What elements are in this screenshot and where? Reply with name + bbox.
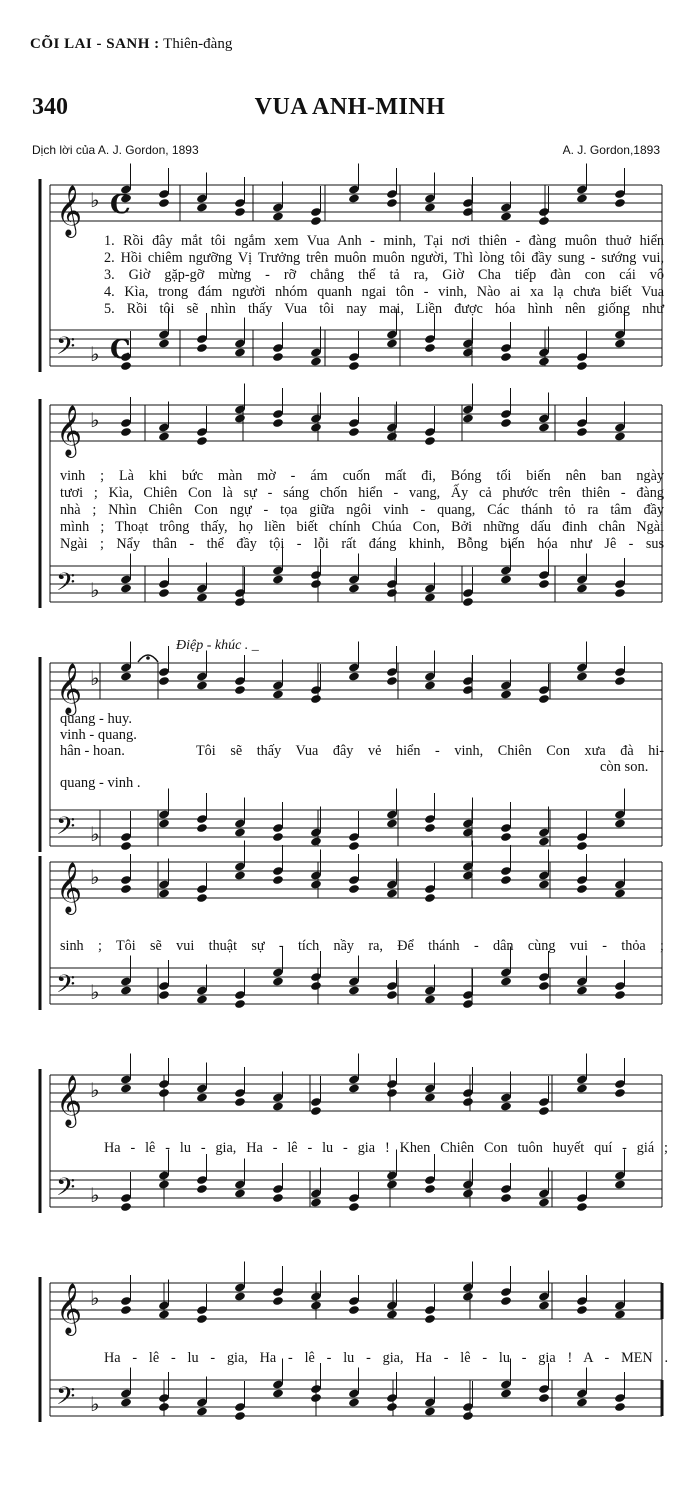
note-head	[538, 1106, 550, 1116]
note-head	[614, 1402, 626, 1412]
note-head	[538, 1300, 550, 1310]
note-head	[234, 685, 246, 695]
note-head	[234, 347, 246, 357]
note-head	[386, 676, 398, 686]
note-head	[500, 976, 512, 986]
ending-v5: quang - vinh .	[60, 775, 141, 791]
note-head	[424, 436, 436, 446]
note-head	[538, 879, 550, 889]
note-head	[614, 1088, 626, 1098]
treble-clef-icon: 𝄞	[56, 1283, 83, 1334]
note-head	[462, 1097, 474, 1107]
note-head	[158, 888, 170, 898]
note-head	[462, 597, 474, 607]
bass-clef-icon: 𝄢	[56, 1382, 76, 1417]
note-head	[234, 999, 246, 1009]
lyric-s1-v4: 4. Kìa, trong đám người nhóm quanh ngai tôn - vinh, Nào ai xa lạ chưa biết Vua	[104, 284, 664, 300]
note-head	[576, 583, 588, 593]
note-head	[424, 1314, 436, 1324]
note-head	[462, 1291, 474, 1301]
flat-icon: ♭	[90, 578, 100, 602]
note-head	[348, 671, 360, 681]
note-head	[158, 338, 170, 348]
note-head	[348, 1083, 360, 1093]
note-head	[576, 1083, 588, 1093]
note-head	[538, 1197, 550, 1207]
bass-clef-icon: 𝄢	[56, 970, 76, 1005]
note-head	[310, 981, 322, 991]
note-head	[462, 413, 474, 423]
note-head	[614, 1179, 626, 1189]
lyric-s1-v2: 2. Hồi chiêm ngưỡng Vị Trưởng trên muôn muôn người, Thì lòng tôi đầy sung - sướng vui,	[104, 250, 664, 266]
lyric-s2-v5: Ngài ; Nẩy thân - thể đầy tội - lỗi rất đáng khinh, Bỗng biến hóa như Jê - sus	[60, 536, 664, 552]
note-head	[234, 1097, 246, 1107]
note-head	[272, 1388, 284, 1398]
ending-v3: hân - hoan.	[60, 743, 125, 759]
lyric-s2-v3: nhà ; Nhìn Chiên Con ngự - tọa giữa ngôi vinh - quang, Các thánh tỏ ra tâm đầy	[60, 502, 664, 518]
note-head	[538, 1393, 550, 1403]
note-head	[348, 884, 360, 894]
note-head	[576, 884, 588, 894]
note-head	[538, 356, 550, 366]
note-head	[500, 1101, 512, 1111]
note-head	[310, 422, 322, 432]
note-head	[196, 1314, 208, 1324]
flat-icon: ♭	[90, 408, 100, 432]
note-head	[386, 431, 398, 441]
note-head	[500, 875, 512, 885]
treble-clef-icon: 𝄞	[56, 185, 83, 236]
common-time-icon: C	[110, 335, 131, 365]
note-head	[576, 1202, 588, 1212]
refrain-line-3: Ha - lê - lu - gia, Ha - lê - lu - gia ! Khen Chiên Con tuôn huyết quí - giá ;	[104, 1140, 668, 1156]
bass-clef-icon: 𝄢	[56, 568, 76, 603]
flat-icon: ♭	[90, 1078, 100, 1102]
lyric-s1-v1: 1. Rồi đây mắt tôi ngắm xem Vua Anh - minh, Tại nơi thiên - đàng muôn thuở hiển	[104, 233, 664, 249]
note-head	[158, 1402, 170, 1412]
flat-icon: ♭	[90, 1183, 100, 1207]
note-head	[120, 841, 132, 851]
flat-icon: ♭	[90, 865, 100, 889]
note-head	[120, 583, 132, 593]
note-head	[310, 879, 322, 889]
note-head	[158, 431, 170, 441]
note-head	[614, 431, 626, 441]
ending-v2: vinh - quang.	[60, 727, 137, 743]
note-head	[234, 413, 246, 423]
note-head	[310, 1106, 322, 1116]
note-head	[196, 893, 208, 903]
note-head	[234, 597, 246, 607]
lyric-s2-v4: mình ; Thoạt trông thấy, họ liền biết chính Chúa Con, Bởi những dấu đinh chân Ngài	[60, 519, 664, 535]
note-head	[424, 592, 436, 602]
note-head	[614, 888, 626, 898]
note-head	[348, 193, 360, 203]
note-head	[272, 574, 284, 584]
note-head	[614, 1309, 626, 1319]
flat-icon: ♭	[90, 342, 100, 366]
note-head	[500, 352, 512, 362]
note-head	[576, 193, 588, 203]
note-head	[158, 818, 170, 828]
note-head	[538, 981, 550, 991]
note-head	[348, 427, 360, 437]
note-head	[614, 198, 626, 208]
note-head	[310, 356, 322, 366]
note-head	[234, 827, 246, 837]
lyric-s2-v2: tươi ; Kìa, Chiên Con là sự - sáng chốn hiển - vang, Ấy cả phước trên thiên - đàng	[60, 485, 664, 501]
note-head	[234, 207, 246, 217]
note-head	[348, 1305, 360, 1315]
note-head	[500, 211, 512, 221]
bass-clef-icon: 𝄢	[56, 1173, 76, 1208]
note-head	[500, 689, 512, 699]
note-head	[500, 418, 512, 428]
note-head	[462, 1411, 474, 1421]
note-head	[196, 592, 208, 602]
note-head	[614, 990, 626, 1000]
note-head	[120, 1305, 132, 1315]
note-head	[576, 1397, 588, 1407]
note-head	[500, 1296, 512, 1306]
note-head	[310, 836, 322, 846]
treble-clef-icon: 𝄞	[56, 862, 83, 913]
note-head	[614, 818, 626, 828]
note-head	[158, 1088, 170, 1098]
note-head	[120, 1397, 132, 1407]
ending-v4: còn son.	[600, 759, 649, 775]
note-head	[348, 985, 360, 995]
note-head	[120, 1083, 132, 1093]
note-head	[576, 985, 588, 995]
note-head	[386, 1088, 398, 1098]
treble-clef-icon: 𝄞	[56, 663, 83, 714]
note-head	[196, 436, 208, 446]
hymn-number: 340	[32, 94, 68, 120]
note-head	[310, 694, 322, 704]
lyric-s1-v3: 3. Giờ gặp-gỡ mừng - rỡ chẳng thể tả ra, Giờ Cha tiếp đàn con cái vô	[104, 267, 664, 283]
treble-clef-icon: 𝄞	[56, 405, 83, 456]
note-head	[310, 579, 322, 589]
note-head	[386, 338, 398, 348]
book-title: CÕI LAI - SANH :	[30, 36, 160, 52]
note-head	[234, 1411, 246, 1421]
lyric-s1-v5: 5. Rồi tôi sẽ nhìn thấy Vua tôi nay mai, Liền được hóa hình nên giống như	[104, 301, 664, 317]
note-head	[196, 823, 208, 833]
note-head	[272, 976, 284, 986]
note-head	[234, 1188, 246, 1198]
flat-icon: ♭	[90, 980, 100, 1004]
flat-icon: ♭	[90, 822, 100, 846]
note-head	[158, 1179, 170, 1189]
note-head	[310, 1300, 322, 1310]
refrain-line-1: Tôi sẽ thấy Vua đây vẻ hiển - vinh, Chiên Con xưa đà hi-	[196, 743, 664, 759]
note-head	[386, 1309, 398, 1319]
note-head	[234, 1291, 246, 1301]
note-head	[158, 990, 170, 1000]
note-head	[272, 832, 284, 842]
note-head	[234, 870, 246, 880]
note-head	[576, 1305, 588, 1315]
fermata-dot	[146, 656, 150, 660]
note-head	[386, 1179, 398, 1189]
note-head	[272, 1101, 284, 1111]
note-head	[576, 361, 588, 371]
ending-v1: quang - huy.	[60, 711, 132, 727]
note-head	[538, 836, 550, 846]
note-head	[538, 216, 550, 226]
note-head	[272, 1193, 284, 1203]
note-head	[348, 361, 360, 371]
note-head	[386, 990, 398, 1000]
note-head	[576, 427, 588, 437]
note-head	[348, 1397, 360, 1407]
hymn-title: VUA ANH-MINH	[254, 94, 446, 120]
flat-icon: ♭	[90, 1392, 100, 1416]
note-head	[196, 1406, 208, 1416]
refrain-line-4: Ha - lê - lu - gia, Ha - lê - lu - gia, Ha - lê - lu - gia ! A - MEN .	[104, 1350, 668, 1366]
note-head	[272, 689, 284, 699]
note-head	[272, 352, 284, 362]
note-head	[272, 875, 284, 885]
note-head	[348, 1202, 360, 1212]
bass-clef-icon: 𝄢	[56, 812, 76, 847]
note-head	[196, 994, 208, 1004]
note-head	[386, 588, 398, 598]
note-head	[424, 202, 436, 212]
note-head	[120, 427, 132, 437]
note-head	[120, 985, 132, 995]
note-head	[500, 1388, 512, 1398]
note-head	[348, 583, 360, 593]
note-head	[576, 841, 588, 851]
note-head	[462, 1188, 474, 1198]
note-head	[196, 343, 208, 353]
note-head	[386, 818, 398, 828]
lyric-s2-v1: vinh ; Là khi bức màn mờ - ám cuốn mất đi, Bóng tối biến nên ban ngày	[60, 468, 664, 484]
flat-icon: ♭	[90, 666, 100, 690]
note-head	[272, 418, 284, 428]
refrain-label: Điệp - khúc . _	[176, 638, 259, 653]
note-head	[196, 202, 208, 212]
note-head	[272, 211, 284, 221]
note-head	[576, 671, 588, 681]
note-head	[500, 1193, 512, 1203]
note-head	[500, 574, 512, 584]
note-head	[538, 694, 550, 704]
note-head	[538, 579, 550, 589]
note-head	[424, 823, 436, 833]
note-head	[158, 1309, 170, 1319]
note-head	[310, 216, 322, 226]
note-head	[196, 1184, 208, 1194]
bass-clef-icon: 𝄢	[56, 332, 76, 367]
note-head	[120, 1202, 132, 1212]
note-head	[158, 198, 170, 208]
note-head	[120, 671, 132, 681]
note-head	[424, 994, 436, 1004]
note-head	[158, 676, 170, 686]
note-head	[386, 1402, 398, 1412]
note-head	[614, 676, 626, 686]
note-head	[196, 1092, 208, 1102]
composer-credit: A. J. Gordon,1893	[562, 143, 660, 157]
note-head	[538, 422, 550, 432]
note-head	[424, 1406, 436, 1416]
flat-icon: ♭	[90, 1286, 100, 1310]
note-head	[120, 884, 132, 894]
flat-icon: ♭	[90, 188, 100, 212]
note-head	[386, 198, 398, 208]
note-head	[386, 888, 398, 898]
refrain-line-2: sinh ; Tôi sẽ vui thuật sự - tích nầy ra, Để thánh - dân cùng vui - thỏa ;	[60, 938, 664, 954]
note-head	[348, 841, 360, 851]
translator-credit: Dịch lời của A. J. Gordon, 1893	[32, 143, 199, 157]
note-head	[614, 338, 626, 348]
book-section: Thiên-đàng	[163, 36, 233, 52]
note-head	[272, 1296, 284, 1306]
common-time-icon: C	[110, 190, 131, 220]
note-head	[424, 893, 436, 903]
note-head	[500, 832, 512, 842]
note-head	[424, 1184, 436, 1194]
treble-clef-icon: 𝄞	[56, 1075, 83, 1126]
note-head	[614, 588, 626, 598]
note-head	[158, 588, 170, 598]
note-head	[424, 1092, 436, 1102]
note-head	[424, 680, 436, 690]
note-head	[424, 343, 436, 353]
note-head	[310, 1197, 322, 1207]
note-head	[196, 680, 208, 690]
note-head	[310, 1393, 322, 1403]
